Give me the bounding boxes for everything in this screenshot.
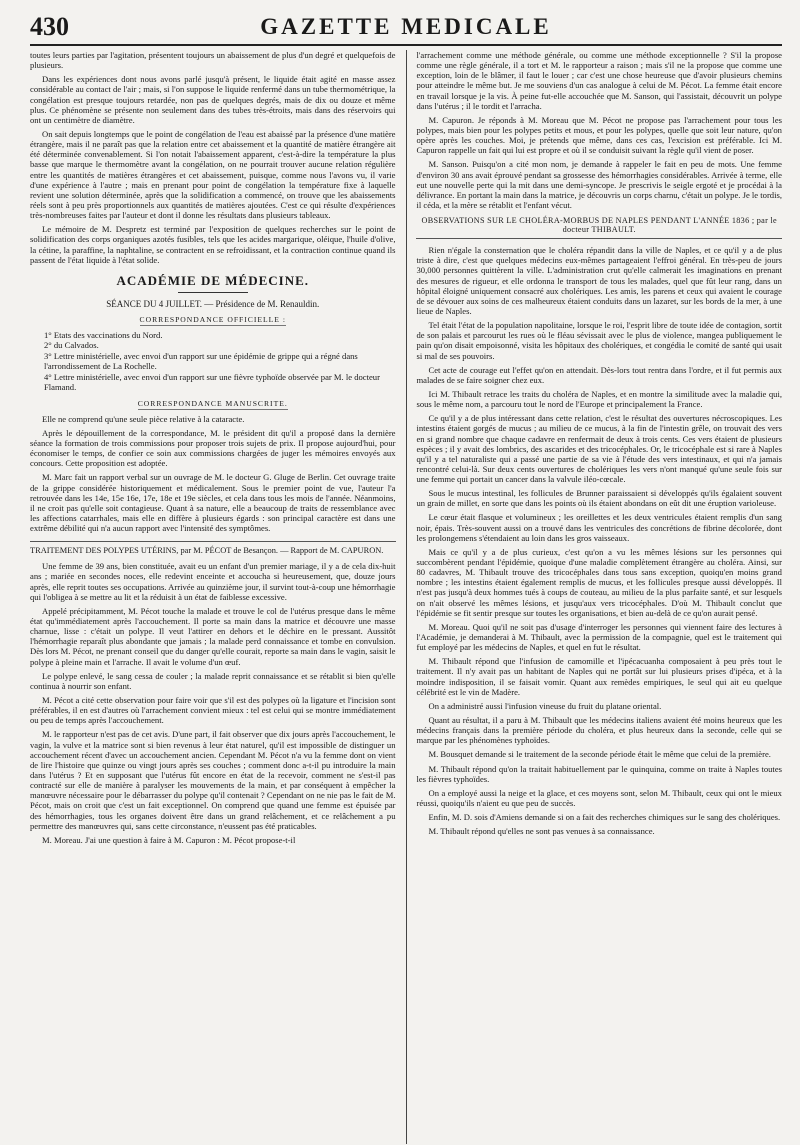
academy-title: ACADÉMIE DE MÉDECINE. [116,272,310,288]
paragraph: M. Capuron. Je réponds à M. Moreau que M. Pécot ne propose pas l'arrachement pour tous les polypes, mais bien pour les polypes petits et mous, et pour les polypes, quelle que soit leur nature, qu'on opère après les couches. Moi, je prétends que même, dans ces cas, l'excision est préférable. Ici M. Capuron rappelle un fait qui lui est propre et où il se conduisit suivant la règle qu'il vient de poser. [416,114,782,156]
observations-heading: OBSERVATIONS SUR LE CHOLÉRA-MORBUS DE NAPLES PENDANT L'ANNÉE 1836 ; par le docteur THIBAULT. [416,216,782,239]
right-column [416,50,782,1144]
paragraph: M. Marc fait un rapport verbal sur un ouvrage de M. le docteur G. Gluge de Berlin. Cet ouvrage traite de la grippe considérée historiquement et médicalement. Sous le premier point de vue, l'auteur l'a retrouvée dans les 14e, 15e 16e, 17e, 18e et 19e siècles, et cela dans tous les mois de l'année. Néanmoins, il ne croit pas qu'elle soit contagieuse. Quant à sa nature, elle a beaucoup de traits de ressemblance avec les affections catarrhales, mais elle en diffère à plusieurs égards : son principal caractère est dans une extrême débilité qui n'a aucun rapport avec l'intensité des symptômes. [30,472,396,534]
column-divider [406,50,407,1144]
paragraph: Cet acte de courage eut l'effet qu'on en attendait. Dès-lors tout rentra dans l'ordre, et il fut permis aux malades de se faire soigner chez eux. [416,364,782,385]
paragraph: toutes leurs parties par l'agitation, présentent toujours un abaissement de plus d'un degré et quelquefois de plusieurs. [30,50,396,71]
manuscript-correspondence-label: CORRESPONDANCE MANUSCRITE. [137,398,288,408]
left-column [30,50,396,1144]
paragraph: Quant au résultat, il a paru à M. Thibault que les médecins italiens avaient été moins heureux que les médecins français dans la première période du choléra, et plus heureux dans la seconde, celle qui se marque par les phénomènes typhoïdes. [416,715,782,746]
manuscript-correspondence-title [30,399,396,410]
list-item: 1° Etats des vaccinations du Nord. [44,329,163,340]
paragraph: M. Moreau. Quoi qu'il ne soit pas d'usage d'interroger les personnes qui viennent faire des lectures à l'Académie, je demanderai à M. Thibault, avec la permission de la compagnie, quel est le traitement qui fut employé par les médecins de Naples, et quel en fut le résultat. [416,621,782,653]
article-heading: TRAITEMENT DES POLYPES UTÉRINS, par M. PÉCOT de Besançon. — Rapport de M. CAPURON. [30,541,396,555]
paragraph: M. le rapporteur n'est pas de cet avis. D'une part, il fait observer que dix jours après l'accouchement, le vagin, la vulve et la matrice sont si bien revenus à leur état naturel, qu'il est impossible de distinguer un accouchement récent d'avec un accouchement ancien. Cependant M. Pécot n'a vu la femme dont on vient de lire l'histoire que quinze ou vingt jours après ses couches ; comment donc a-t-il pu introduire la main dans l'utérus ? Et en supposant que l'utérus fût encore en état de la recevoir, comment ne s'est-il pas contracté sur elle de manière à paralyser les mouvements de la main, et par conséquent à empêcher la manœuvre nécessaire pour le débarrasser du polype qu'il contenait ? Cependant on ne nie pas le fait de M. Pécot, mais on croit que c'est un fait exceptionnel. On comprend que quand une femme est épuisée par des hémorrhagies, tous les organes doivent être dans un grand relâchement, et ce relâchement a pu permettre des manœuvres qui, sans cette circonstance, n'eussent pas été praticables. [30,729,396,831]
paragraph: Enfin, M. D. sois d'Amiens demande si on a fait des recherches chimiques sur le sang des cholériques. [428,812,781,823]
official-correspondence-label: CORRESPONDANCE OFFICIELLE : [139,314,286,324]
section-divider [178,292,248,293]
paragraph: M. Sanson. Puisqu'on a cité mon nom, je demande à rappeler le fait en peu de mots. Une femme d'environ 30 ans avait éprouvé pendant sa grossesse des hémorrhagies considérables. Arrivée à terme, elle eut une nouvelle perte qui la mit dans une demi-syncope. Je prescrivis le seigle ergoté et je procédai à la délivrance. En portant la main dans la matrice, je découvris un corps charnu, c'était un polype. Je le tordis, il céda, et la mère se rétablit et l'enfant vécut. [416,159,782,210]
paragraph: M. Moreau. J'ai une question à faire à M. Capuron : M. Pécot propose-t-il [42,834,296,845]
paragraph: M. Thibault répond que l'infusion de camomille et l'ipécacuanha composaient à peu près tout le traitement. Il n'y avait pas un habitant de Naples qui ne portât sur lui plusieurs prises d'ipéca, et à la moindre indisposition, il se faisait vomir. Quant aux remèdes empiriques, le seul qui ait eu quelque célébrité est le vin de Madère. [416,656,782,697]
paragraph: Une femme de 39 ans, bien constituée, avait eu un enfant d'un premier mariage, il y a de cela dix-huit ans ; mariée en secondes noces, elle redevint enceinte et accoucha si heureusement, que, douze jours après, elle reprit toutes ses occupations. Arrivée au quinzième jour, il survint tout-à-coup une hémorrhagie qui l'obligea à se mettre au lit et la réduisit à un état de faiblesse excessive. [30,561,396,602]
list-item: 2° du Calvados. [44,340,99,351]
paragraph: M. Pécot a cité cette observation pour faire voir que s'il est des polypes où la ligature et l'incision sont préférables, il en est d'autres où l'arrachement convient mieux : tel est celui qui se montre immédiatement ou peu de temps après l'accouchement. [30,694,396,726]
paragraph: On sait depuis longtemps que le point de congélation de l'eau est abaissé par la présence d'une matière étrangère, mais il ne paraît pas que la relation entre cet abaissement et la quantité de matière étrangère ait été déterminée convenablement. Si l'on notait l'abaissement apparent, c'est-à-dire la température la plus basse que marque le thermomètre avant la congélation, on ne pourrait trouver aucune relation régulière entre les quantités de matières étrangères et cet abaissement, puisque, comme nous l'avons vu, il varie d'une expérience à l'autre ; mais en prenant pour point de congélation la température fixe à laquelle revient une solution déterminée, après que la solidification a commencé, on trouve que les abaissements réels sont à peu près proportionnels aux quantités de matières ajoutées. C'est ce qui résulte d'expériences très-nombreuses faites par l'auteur et dont il donne les résultats dans plusieurs tableaux. [30,128,396,221]
page-number: 430 [30,12,69,41]
paragraph: Appelé précipitamment, M. Pécot touche la malade et trouve le col de l'utérus presque dans le même état qu'immédiatement après l'accouchement. Il porte sa main dans la matrice et découvre une masse charnue, lisse : c'était un polype. Il veut l'attirer en dehors et le déchire en le pressant. Aussitôt l'hémorrhagie reparaît plus abondante que jamais ; la malade perd connaissance et tombe en convulsion. Dès lors M. Pécot, ne prenant conseil que du danger qu'elle courait, reporte sa main dans le vagin, saisit le polype à pleine main et l'arrache. Il avait le volume d'un œuf. [30,605,396,667]
columns [30,50,782,1144]
paragraph: Dans les expériences dont nous avons parlé jusqu'à présent, le liquide était agité en masse assez considérable au contact de l'air ; mais, si l'on suppose le liquide renfermé dans un tube thermométrique, la congélation est presque toujours retardée, non pas de quelques degrés, mais de dix ou douze et même plus. Ce phénomène se présente non seulement dans des tubes très-étroits, mais dans des réservoirs qui ont un centimètre de diamètre. [30,74,396,125]
paragraph: Tel était l'état de la population napolitaine, lorsque le roi, l'esprit libre de toute idée de contagion, sortit de son palais et parcourut les rues où le fléau sévissait avec le plus de violence, mangea publiquement le pain qu'on disait empoisonné, visita les hôpitaux des cholériques, et congédia le comité de santé qui usait si mal de ses pouvoirs. [416,320,782,361]
list-item: 3° Lettre ministérielle, avec envoi d'un rapport sur une épidémie de grippe qui a régné dans l'arrondissement de La Rochelle. [44,350,358,372]
paragraph: Elle ne comprend qu'une seule pièce relative à la cataracte. [42,413,245,424]
paragraph: M. Thibault répond qu'on la traitait habituellement par le quinquina, comme on traite à Naples toutes les fièvres typhoïdes. [416,763,782,784]
paragraph: M. Bousquet demande si le traitement de la seconde période était le même que celui de la première. [428,749,771,760]
journal-title: GAZETTE MEDICALE [260,14,552,39]
paragraph: On a employé aussi la neige et la glace, et ces moyens sont, selon M. Thibault, ceux qui ont le mieux réussi, quoiqu'ils n'aient eu que peu de succès. [416,787,782,808]
paragraph: On a administré aussi l'infusion vineuse du fruit du platane oriental. [428,700,662,711]
page-header [30,10,782,46]
paragraph: l'arrachement comme une méthode générale, ou comme une méthode exceptionnelle ? S'il la propose comme une règle générale, il a tort et M. le rapporteur a raison ; mais s'il ne la propose que comme une exception, loin de le blâmer, il faut le louer ; car c'est une chose heureuse que d'avoir plusieurs chemins pour atteindre le même but. Je me souviens d'un cas analogue à celui de M. Pécot. La femme était encore en travail lorsque je la vis. À peine fut-elle accouchée que M. Sanson, qui l'assistait, découvrit un polype dans l'utérus ; il le tordit et l'arracha. [416,50,782,111]
paragraph: Sous le mucus intestinal, les follicules de Brunner paraissaient si développés qu'ils égalaient souvent un grain de millet, en sorte que dans les points où ils étaient abondans on eût dit une éruption varioleuse. [416,488,782,509]
paragraph: Après le dépouillement de la correspondance, M. le président dit qu'il a proposé dans la dernière séance la formation de trois commissions pour proposer trois sujets de prix. Il propose aujourd'hui, pour économiser le temps, de confier ce soin aux commissions chargées de juger les mémoires envoyés aux concours. Cette proposition est adoptée. [30,427,396,469]
paragraph: Rien n'égale la consternation que le choléra répandit dans la ville de Naples, et ce qu'il y a de plus triste à dire, c'est que quelques médecins eux-mêmes partageaient l'effroi général. En très-peu de jours 30,000 personnes quittèrent la ville. L'administration crut qu'elle calmerait les imaginations en prenant des mesures de rigueur, et elle ordonna le transport de tous les malades, quel que fût leur rang, dans un hôpital éloigné uniquement consacré aux cholériques. Les amis, les parens et ceux qui avaient le courage de se dévouer aux soins de ces malheureux étaient conduits dans un lazaret, sur les bords de la mer, à une lieue de Naples. [416,245,782,316]
paragraph: Ici M. Thibault retrace les traits du choléra de Naples, et en montre la similitude avec la maladie qui, sous le même nom, a parcouru tout le nord de l'Europe et principalement la France. [416,388,782,410]
paragraph: Ce qu'il y a de plus intéressant dans cette relation, c'est le résultat des ouvertures nécroscopiques. Les intestins étaient gorgés de mucus ; au milieu de ce mucus, à la fin de l'intestin grêle, on trouvait des vers en si grand nombre que chaque cadavre en renfermait de deux à trois cents. Ces vers étaient de plusieurs espèces ; il y avait des lombrics, des ascarides et des tricocéphales. Or, le tricocéphale est si rare à Naples qu'il y a tel naturaliste qui a passé une partie de sa vie à l'étude des vers intestinaux, et qui n'a jamais rencontré celui-là. Sur deux cents ouvertures de cholériques les vers n'ont manqué qu'une seule fois sur une femme qui portait un cancer dans la valvule iléo-cœcale. [416,413,782,485]
paragraph: Le polype enlevé, le sang cessa de couler ; la malade reprit connaissance et se rétablit si bien qu'elle continua à nourrir son enfant. [30,670,396,691]
official-correspondence-title [30,315,396,326]
paragraph: Le mémoire de M. Despretz est terminé par l'exposition de quelques recherches sur le point de solidification des corps organiques azotés fusibles, tels que les acides margarique, oléique, l'huile d'olive, la cétine, la paraffine, la naphtaline, se contractent en se refroidissant, et la contraction continue quand ils passent de l'état liquide à l'état solide. [30,224,396,265]
paragraph: Le cœur était flasque et volumineux ; les oreillettes et les deux ventricules étaient remplis d'un sang noir, épais. Très-souvent aussi on a trouvé dans les ventricules des concrétions de fibrine décolorée, dont les prolongemens s'étendaient au loin dans les gros vaisseaux. [416,512,782,543]
paragraph: M. Thibault répond qu'elles ne sont pas venues à sa connaissance. [428,826,655,837]
paragraph: Mais ce qu'il y a de plus curieux, c'est qu'on a vu les mêmes lésions sur les personnes qui succombèrent pendant l'épidémie, quoique d'une maladie complètement étrangère au choléra. Ainsi, sur 80 cadavres, M. Thibault trouve des tricocéphales dans tous sans exception, quoiqu'en moins grand nombre ; les intestins étaient également remplis de mucus, et les follicules presque aussi développés. Il n'est pas jusqu'à deux hommes tués à coups de couteau, au milieu de la plus parfaite santé, et sur lesquels on n'ait observé les mêmes lésions, et jusqu'aux vers tricocéphales. D'où M. Thibault conclut que l'épidémie se fit sentir presque sur toutes les organisations, et bien au-delà de ce qu'on aurait pensé. [416,546,782,618]
list-item: 4° Lettre ministérielle, avec envoi d'un rapport sur une fièvre typhoïde observée par M. le docteur Flamand. [44,371,380,393]
official-correspondence-list [30,330,396,393]
session-line: SÉANCE DU 4 JUILLET. — Présidence de M. Renauldin. [106,298,320,309]
